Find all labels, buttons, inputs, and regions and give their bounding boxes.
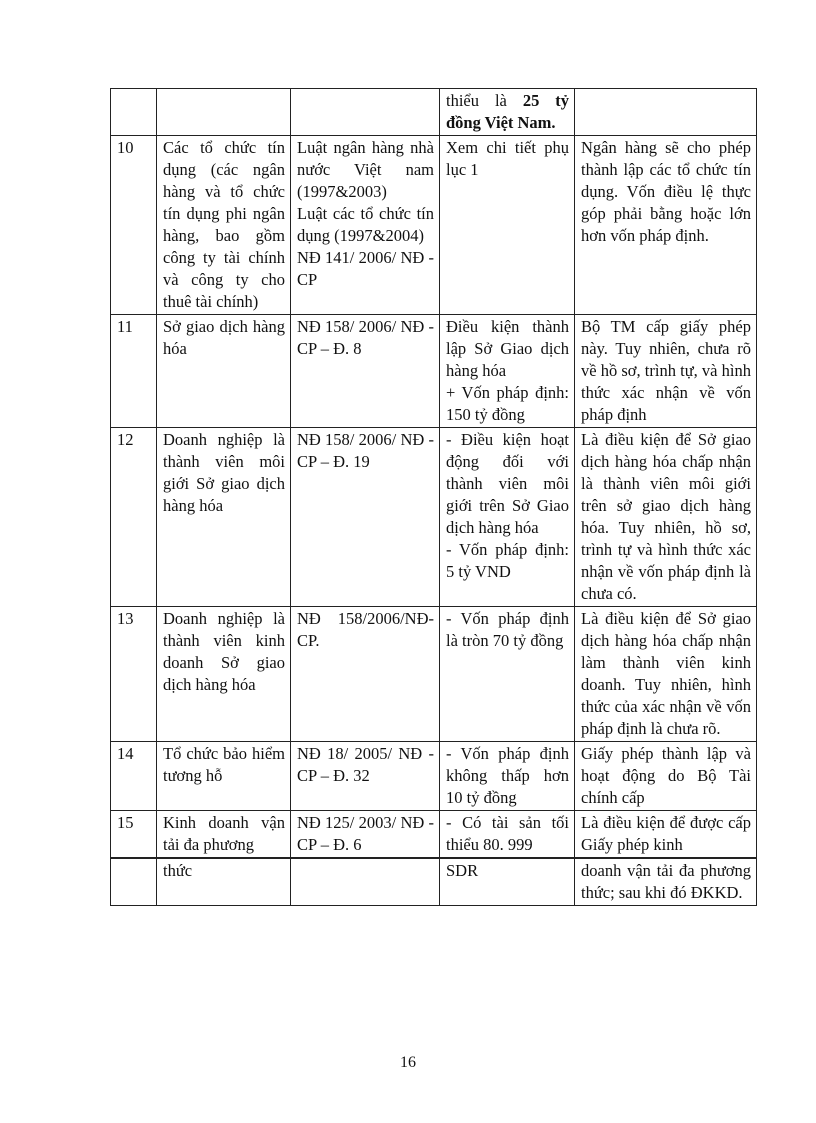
row-number <box>111 858 157 906</box>
legal-basis <box>291 89 440 136</box>
table-row <box>111 607 757 742</box>
capital-amount: 25 tỷ đồng Việt Nam. <box>446 91 570 132</box>
organization-type: thức <box>157 858 291 906</box>
note: Bộ TM cấp giấy phép này. Tuy nhiên, chưa rõ về hồ sơ, trình tự, và hình thức xác nhận về vốn pháp định <box>575 315 757 428</box>
note: Giấy phép thành lập và hoạt động do Bộ Tài chính cấp <box>575 742 757 811</box>
row-number: 11 <box>111 315 157 428</box>
legal-basis: NĐ 158/ 2006/ NĐ - CP – Đ. 8 <box>291 315 440 428</box>
capital-requirement: Xem chi tiết phụ lục 1 <box>440 136 575 315</box>
note: Ngân hàng sẽ cho phép thành lập các tổ chức tín dụng. Vốn điều lệ thực góp phải bằng hoặc lớn hơn vốn pháp định. <box>575 136 757 315</box>
organization-type: Tổ chức bảo hiểm tương hỗ <box>157 742 291 811</box>
table-row <box>111 315 757 428</box>
legal-basis: NĐ 18/ 2005/ NĐ - CP – Đ. 32 <box>291 742 440 811</box>
row-number: 13 <box>111 607 157 742</box>
note <box>575 89 757 136</box>
capital-requirement <box>440 89 575 136</box>
row-number: 14 <box>111 742 157 811</box>
organization-type: Doanh nghiệp là thành viên kinh doanh Sở giao dịch hàng hóa <box>157 607 291 742</box>
capital-requirement: - Có tài sản tối thiểu 80. 999 <box>440 811 575 859</box>
row-number: 12 <box>111 428 157 607</box>
legal-basis <box>291 858 440 906</box>
capital-requirement: - Vốn pháp định không thấp hơn 10 tỷ đồng <box>440 742 575 811</box>
organization-type: Kinh doanh vận tải đa phương <box>157 811 291 859</box>
organization-type: Doanh nghiệp là thành viên môi giới Sở giao dịch hàng hóa <box>157 428 291 607</box>
table-row <box>111 136 757 315</box>
legal-basis: NĐ 125/ 2003/ NĐ - CP – Đ. 6 <box>291 811 440 859</box>
note: Là điều kiện để Sở giao dịch hàng hóa chấp nhận làm thành viên kinh doanh. Tuy nhiên, hình thức của xác nhận về vốn pháp định là chưa rõ. <box>575 607 757 742</box>
legal-capital-table <box>110 88 757 906</box>
note: Là điều kiện để Sở giao dịch hàng hóa chấp nhận là thành viên môi giới trên sở giao dịch hàng hóa. Tuy nhiên, hồ sơ, trình tự và hình thức xác nhận về vốn pháp định là chưa có. <box>575 428 757 607</box>
note: Là điều kiện để được cấp Giấy phép kinh <box>575 811 757 859</box>
legal-basis: NĐ 158/2006/NĐ-CP. <box>291 607 440 742</box>
row-number: 15 <box>111 811 157 859</box>
table-row <box>111 428 757 607</box>
organization-type: Sở giao dịch hàng hóa <box>157 315 291 428</box>
capital-requirement: - Điều kiện hoạt động đối với thành viên môi giới trên Sở Giao dịch hàng hóa - Vốn pháp định: 5 tỷ VND <box>440 428 575 607</box>
legal-basis: Luật ngân hàng nhà nước Việt nam (1997&2003) Luật các tổ chức tín dụng (1997&2004) NĐ 141/ 2006/ NĐ - CP <box>291 136 440 315</box>
capital-text: thiểu là <box>446 91 507 110</box>
table-row <box>111 858 757 906</box>
table-row <box>111 89 757 136</box>
organization-type <box>157 89 291 136</box>
capital-requirement: SDR <box>440 858 575 906</box>
page-number: 16 <box>400 1054 416 1071</box>
table-row <box>111 742 757 811</box>
table-row <box>111 811 757 859</box>
capital-requirement: Điều kiện thành lập Sở Giao dịch hàng hóa + Vốn pháp định: 150 tỷ đồng <box>440 315 575 428</box>
organization-type: Các tổ chức tín dụng (các ngân hàng và tổ chức tín dụng phi ngân hàng, bao gồm công ty tài chính và công ty cho thuê tài chính) <box>157 136 291 315</box>
note: doanh vận tải đa phương thức; sau khi đó ĐKKD. <box>575 858 757 906</box>
row-number <box>111 89 157 136</box>
legal-basis: NĐ 158/ 2006/ NĐ - CP – Đ. 19 <box>291 428 440 607</box>
capital-requirement: - Vốn pháp định là tròn 70 tỷ đồng <box>440 607 575 742</box>
row-number: 10 <box>111 136 157 315</box>
